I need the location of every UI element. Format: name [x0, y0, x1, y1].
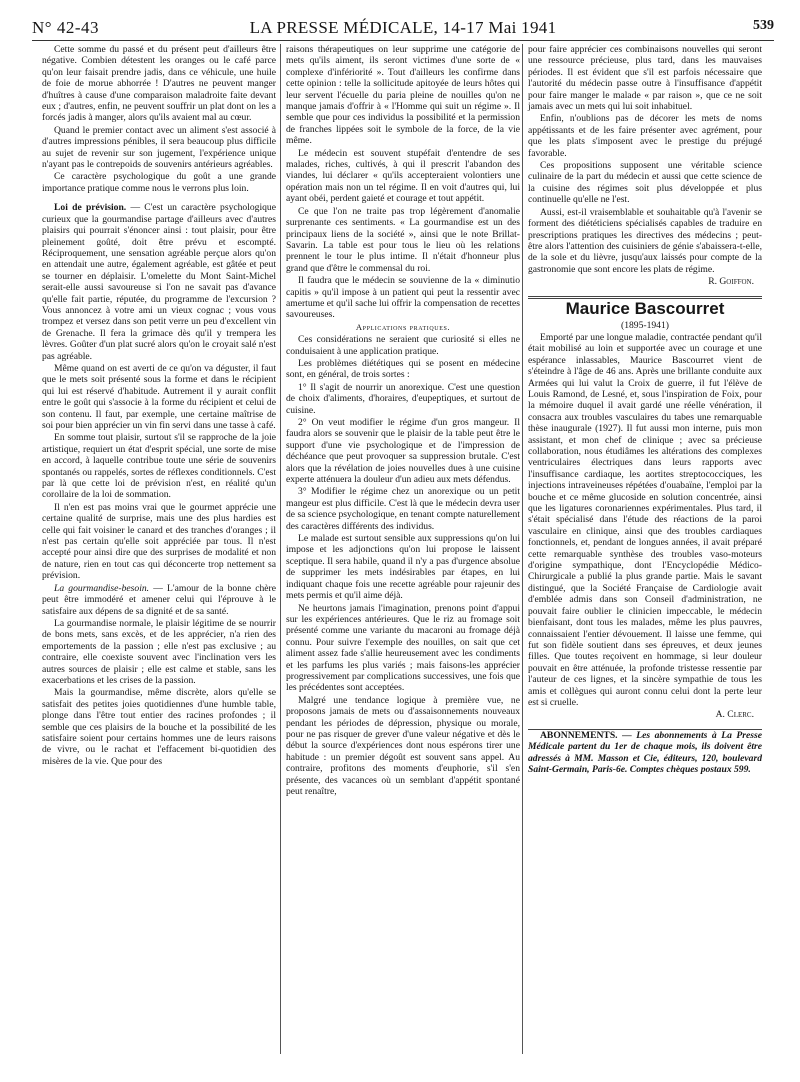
- column-divider: [280, 44, 281, 1054]
- author-signature: A. Clerc.: [715, 709, 754, 721]
- paragraph: pour faire apprécier ces combinaisons nouvelles qui seront une ressource précieuse, plus tard, dans les mauvaises périodes. Il est évident que s'il est parfois nécessaire que l'autorité du médecin passe outre à l'insuffisance d'appétit pour faire manger le malade « par raison », que ce ne soit jamais avec un mets qui lui soit inhabituel.: [528, 44, 762, 113]
- paragraph-text: — L'amour de la bonne chère peut être immodéré et amener celui qui l'éprouve à le satisfaire aux dépens de sa dignité et de sa santé.: [42, 582, 276, 617]
- paragraph: Ne heurtons jamais l'imagination, prenons point d'appui sur les expériences antérieures. Que le riz au fromage soit présenté comme une variante du macaroni au fromage déjà connu. Pour suivre l'exemple des nouilles, on sait que cet aliment assez fade s'allie heureusement avec les condiments et les parfums les plus variés ; mais faisons-les apprécier progressivement par complications successives, une fois que les précédentes sont acceptées.: [286, 602, 520, 694]
- obituary-dates: (1895-1941): [621, 319, 669, 331]
- subscriptions-text: — Les abonnements à La Presse Médicale partent du 1er de chaque mois, ils doivent être adressés à MM. Masson et Cie, éditeurs, 120, boulevard Saint-Germain, Paris-6e. Comptes chèques postaux 599.: [528, 729, 762, 775]
- paragraph: Malgré une tendance logique à première vue, ne proposons jamais de mets ou d'assaisonnements nouveaux pendant les périodes de dépression, physique ou morale, pour ne pas risquer de grever d'une valeur négative et dès le début la source d'expériences dont nous espérons tirer une habitude : un premier dégoût est souvent sans appel. Au contraire, profitons des moments d'euphorie, s'il s'en présente, des vacances où un semblant d'appétit spontané peut renaître,: [286, 694, 520, 797]
- journal-title: LA PRESSE MÉDICALE, 14-17 Mai 1941: [249, 18, 557, 37]
- paragraph: Les problèmes diététiques qui se posent en médecine sont, en général, de trois sortes :: [286, 357, 520, 381]
- paragraph: Ces propositions supposent une véritable science culinaire de la part du médecin et aussi que cette science de la cuisine des régimes soit plus développée et plus continuelle qu'elle ne l'est.: [528, 160, 762, 206]
- paragraph: Cette somme du passé et du présent peut d'ailleurs être négative. Combien détestent les oranges ou le café parce qu'on leur faisait prendre jadis, dans ce véhicule, une huile de foie de morue abhorrée ! D'autres ne peuvent manger d'huîtres à cause d'une comparaison maladroite faite devant eux ; d'autres, enfin, ne peuvent souffrir un plat dont on les a forcés jadis à manger, alors qu'ils avaient mal au cœur.: [42, 44, 276, 124]
- paragraph: Le malade est surtout sensible aux suppressions qu'on lui impose et les adjonctions qu'on lui propose le laissent sceptique. Il sera habile, quand il n'y a pas d'urgence absolue de supprimer les mets indésirables par étapes, en lui indiquant chaque fois une recette agréable pour rajeunir des mets permis et qu'il aime déjà.: [286, 533, 520, 602]
- paragraph: Même quand on est averti de ce qu'on va déguster, il faut que le mets soit présenté sous la forme et dans le récipient qui lui est réservé d'habitude. Autrement il y aurait conflit entre le goût qui s'associe à la forme du récipient et celui de son contenu. Il faut, par exemple, une certaine maîtrise de soi pour bien apprécier un vin fin servi dans une tasse à café.: [42, 362, 276, 431]
- paragraph: raisons thérapeutiques on leur supprime une catégorie de mets qu'ils aiment, ils seront victimes d'une sorte de « complexe d'infériorité ». Tout d'ailleurs les confirme dans cette opinion : telle la sollicitude apitoyée de leurs hôtes qui leur servent l'écuelle du paria pleine de nouilles qu'on ne manque jamais d'offrir à « l'Homme qui suit un régime ». Il semble que pour ces individus la possibilité et la permission de franches lippées soit le symbole de la force, de la vie même.: [286, 44, 520, 147]
- section-title: La gourmandise-besoin.: [54, 582, 150, 594]
- paragraph: 3° Modifier le régime chez un anorexique ou un petit mangeur est plus difficile. C'est là que le médecin devra user de sa science psychologique, en tenant compte naturellement des caractères différents des individus.: [286, 486, 520, 532]
- paragraph: Quand le premier contact avec un aliment s'est associé à d'autres impressions pénibles, il sera beaucoup plus difficile au sujet de revenir sur son jugement, l'expérience unique n'ayant pas le contrepoids de souvenirs antérieurs agréables.: [42, 124, 276, 171]
- header-rule: [32, 40, 774, 41]
- paragraph: En somme tout plaisir, surtout s'il se rapproche de la joie artistique, requiert un état d'esprit spécial, une sorte de mise en accord, à laquelle contribue toute une série de souvenirs spontanés ou rappelés, sortes de réflexes conditionnels. C'est par là que cette loi de prévision n'est, en réalité qu'un corollaire de la loi de sommation.: [42, 432, 276, 501]
- subscriptions-label: ABONNEMENTS.: [540, 729, 618, 741]
- column-divider: [522, 44, 523, 1054]
- column-middle: [286, 44, 520, 797]
- paragraph: Emporté par une longue maladie, contractée pendant qu'il était mobilisé au loin et supportée avec un courage et une espérance inlassables, Maurice Bascourret vient de s'éteindre à l'âge de 46 ans. Après une brillante conduite aux Armées qui lui valut la Croix de guerre, il fut l'élève de Louis Ramond, de Lesné, et, sous l'inspiration de Foix, pour la mémoire duquel il avait gardé une réelle vénération, il consacra aux troubles vasculaires du tabes une remarquable thèse inaugurale (1927). Il fut aussi mon interne, puis mon assistant, et mon chef de clinique ; avec sa précieuse collaboration, nous étudiâmes les altérations des complexes ventriculaires électriques dans leurs rapports avec l'insuffisance cardiaque, les aortites streptococciques, les injections intraveineuses répétées d'ouabaïne, l'emploi par la bouche et ce même glucoside en solution concentrée, ainsi que les ligatures coronariennes expérimentales. Plus tard, il s'était spécialisé dans l'étude des réactions de la paroi vasculaire en clinique, ainsi que des troubles cardiaques fonctionnels, et, pendant de longues années, il avait préparé cette remarquable synthèse des troubles vaso-moteurs d'origine sympathique, dont l'Encyclopédie Médico-Chirurgicale a publié la plus grande partie. Mais le savant distingué, que la Société Française de Cardiologie avait d'emblée admis dans son Conseil d'administration, ne pouvait faire oublier le clinicien impeccable, le médecin bienfaisant, dont tous les malades, même les plus pauvres, connaissaient l'entier dévouement. Il laisse une femme, qui fut son fidèle soutient dans ses épreuves, et deux jeunes filles. Que toutes reçoivent en hommage, si leur douleur pouvait en être atténuée, la profonde tristesse ressentie par l'auteur de ces lignes, et la sincère sympathie de tous les amis et collègues qui auront connu celui dont la perte leur est si cruelle.: [528, 331, 762, 708]
- paragraph: Mais la gourmandise, même discrète, alors qu'elle se satisfait des petites joies quotidiennes d'une humble table, plonge dans l'être tout entier des racines profondes ; il semble que ces plaisirs de la bouche et la possibilité de les satisfaire soient pour certains hommes une de leurs raisons de vivre, ou le rachat et l'effacement bi-quotidien des misères de la vie. Que pour des: [42, 687, 276, 767]
- column-right: [528, 44, 762, 775]
- section-title: Loi de prévision.: [54, 202, 127, 214]
- paragraph: Il n'en est pas moins vrai que le gourmet apprécie une certaine qualité de surprise, mais une des plus hardies est celle qui fait voisiner le canard et des tranches d'oranges ; il n'est pas certain qu'elle soit appréciée par tous. Il n'est accepté pour ainsi dire que des surprises de modalité et non de nature, rien en tout cas qui déconcerte trop nettement sa prévision.: [42, 501, 276, 582]
- paragraph: [42, 583, 276, 617]
- paragraph: Ce caractère psychologique du goût a une grande importance pratique comme nous le verrons plus loin.: [42, 171, 276, 194]
- page-number: 539: [753, 18, 774, 33]
- author-signature: R. Goiffon.: [708, 276, 754, 288]
- obituary-title: Maurice Bascourret: [565, 298, 725, 318]
- paragraph: Le médecin est souvent stupéfait d'entendre de ses malades, riches, cultivés, à qui il prescrit l'abandon des viandes, lui déclarer « qu'ils accepteraient volontiers une opération mais non un tel régime. Il en voit d'autres qui, lui ayant obéi, perdent gaieté et courage et tout appétit.: [286, 147, 520, 205]
- paragraph-text: — C'est un caractère psychologique curieux que la gourmandise partage d'ailleurs avec d'autres plaisirs qui pourrait s'énoncer ainsi : tout plaisir, pour être pleinement goûté, doit être prévu et escompté. Réciproquement, une sensation agréable perçue alors qu'on en attendait une autre, également agréable, est gâtée et peut se tourner en déplaisir. L'omelette du Mont Saint-Michel serait-elle aussi savoureuse si l'on ne savait pas d'avance qu'elle fait partie, réputée, du programme de l'excursion ? Vous annoncez à votre ami un vieux cognac ; vous vous trompez et versez dans son petit verre un peu d'excellent vin de Grenache. Il fera la grimace dès qu'il y trempera les lèvres. Goûter d'un plat sucré alors qu'on le croyait salé n'est pas agréable.: [42, 202, 276, 362]
- subscriptions-notice: [528, 730, 762, 776]
- paragraph: Aussi, est-il vraisemblable et souhaitable qu'à l'avenir se forment des diététiciens spécialisés capables de traduire en prescriptions pratiques les directives des médecins ; peut-être alors l'attention des cuisiniers de génie s'abaissera-t-elle, de la sole et du lièvre, jusqu'aux laissés pour compte de la gastronomie que sont encore les plats de régime.: [528, 206, 762, 275]
- paragraph: Ces considérations ne seraient que curiosité si elles ne conduisaient à une application pratique.: [286, 334, 520, 357]
- paragraph: Il faudra que le médecin se souvienne de la « diminutio capitis » qu'il impose à un patient qui peut la ressentir avec amertume et qu'il sache lui offrir la compensation de recettes savoureuses.: [286, 275, 520, 321]
- paragraph: La gourmandise normale, le plaisir légitime de se nourrir de bons mets, sans excès, et de les apprécier, n'a rien des emportements de la passion ; elle n'est pas exclusive ; au contraire, elle coexiste souvent avec l'inclination vers les autres sources de plaisir ; elle est calme et stable, sans les exacerbations et les crises de la passion.: [42, 617, 276, 686]
- issue-label: N° 42-43: [32, 18, 99, 37]
- column-left: [42, 44, 276, 767]
- paragraph: Enfin, n'oublions pas de décorer les mets de noms appétissants et de les faire présenter avec agrément, pour que les plats s'imposent avec le prestige du préjugé favorable.: [528, 113, 762, 159]
- paragraph: [42, 202, 276, 362]
- page-header: [32, 14, 774, 40]
- subsection-heading: Applications pratiques.: [355, 321, 451, 332]
- paragraph: 2° On veut modifier le régime d'un gros mangeur. Il faudra alors se souvenir que le plaisir de la table peut être le support d'une vie psychologique et de l'impression de déchéance que peut provoquer sa suppression brutale. C'est alors que la révélation de joies nouvelles dues à une cuisine experte atténuera la douleur d'un adieu aux mets défendus.: [286, 417, 520, 486]
- paragraph: Ce que l'on ne traite pas trop légèrement d'anomalie surprenante ces sentiments. « La gourmandise est un des principaux liens de la société », ainsi que le note Brillat-Savarin. La table est pour tous le lieu où les relations prennent le tour le plus intime. Il n'était d'honneur plus grand que d'être le commensal du roi.: [286, 205, 520, 274]
- paragraph: 1° Il s'agit de nourrir un anorexique. C'est une question de choix d'aliments, d'horaires, d'eupeptiques, et surtout de cuisine.: [286, 381, 520, 416]
